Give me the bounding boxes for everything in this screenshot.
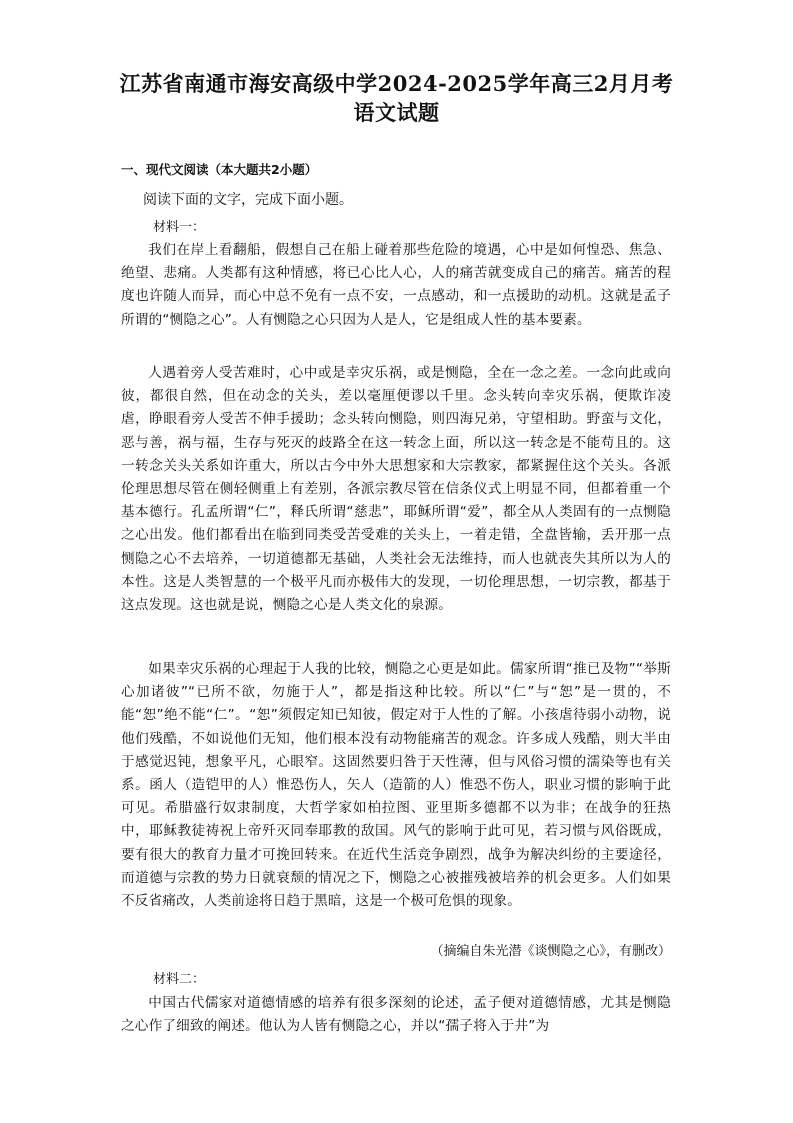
section-heading: 一、现代文阅读（本大题共2小题）	[121, 162, 318, 177]
reading-instruction: 阅读下面的文字，完成下面小题。	[143, 192, 353, 208]
material1-paragraph-3: 如果幸灾乐祸的心理起于人我的比较，恻隐之心更是如此。儒家所谓“推已及物”“举斯心加诸彼”“已所不欲，勿施于人”，都是指这种比较。所以“仁”与“恕”是一贯的，不能“恕”绝不能“仁”。“恕”须假定知已知彼，假定对于人性的了解。小孩虐待弱小动物，说他们残酷，不如说他们无知，他们根本没有动物能痛苦的观念。许多成人残酷，则大半由于感觉迟钝，想象平凡，心眼窄。这固然要归咎于天性薄，但与风俗习惯的濡染等也有关系。函人（造铠甲的人）惟恐伤人，矢人（造箭的人）惟恐不伤人，职业习惯的影响于此可见。希腊盛行奴隶制度，大哲学家如柏拉图、亚里斯多德都不以为非；在战争的狂热中，耶稣教徒祷祝上帝歼灭同奉耶教的敌国。风气的影响于此可见，若习惯与风俗既成，要有很大的教育力量才可挽回转来。在近代生活竞争剧烈，战争为解决纠纷的主要途径，而道德与宗教的势力日就衰颓的情况之下，恻隐之心被摧残被培养的机会更多。人们如果不反省痛改，人类前途将日趋于黑暗，这是一个极可危惧的现象。	[121, 661, 671, 910]
material2-paragraph-1: 中国古代儒家对道德情感的培养有很多深刻的论述，孟子便对道德情感，尤其是恻隐之心作了细致的阐述。他认为人皆有恻隐之心，并以“孺子将入于井”为	[121, 995, 671, 1035]
material2-label: 材料二：	[153, 972, 206, 987]
material1-label: 材料一：	[153, 220, 206, 235]
document-title: 江苏省南通市海安高级中学2024-2025学年高三2月月考	[119, 71, 674, 96]
document-subtitle: 语文试题	[353, 100, 440, 125]
material1-source: （摘编自朱光潜《谈恻隐之心》，有删改）	[430, 944, 671, 959]
material1-paragraph-2: 人遇着旁人受苦难时，心中或是幸灾乐祸，或是恻隐，全在一念之差。一念向此或向彼，都很自然，但在动念的关头，差以毫厘便谬以千里。念头转向幸灾乐祸，便欺诈凌虐，睁眼看旁人受苦不伸手援助；念头转向恻隐，则四海兄弟，守望相助。野蛮与文化，恶与善，祸与福，生存与死灭的歧路全在这一转念上面，所以这一转念是不能苟且的。这一转念关头关系如许重大，所以古今中外大思想家和大宗教家，都紧握住这个关头。各派伦理思想尽管在侧轻侧重上有差别，各派宗教尽管在信条仪式上明显不同，但都着重一个基本德行。孔孟所谓“仁”，释氏所谓“慈悲”，耶稣所谓“爱”，都全从人类固有的一点恻隐之心出发。他们都看出在临到同类受苦受难的关头上，一着走错，全盘皆输，丢开那一点恻隐之心不去培养，一切道德都无基础，人类社会无法维持，而人也就丧失其所以为人的本性。这是人类智慧的一个极平凡而亦极伟大的发现，一切伦理思想，一切宗教，都基于这点发现。这也就是说，恻隐之心是人类文化的泉源。	[121, 365, 671, 614]
material1-paragraph-1: 我们在岸上看翻船，假想自己在船上碰着那些危险的境遇，心中是如何惶恐、焦急、绝望、悲痛。人类都有这种情感，将已心比人心，人的痛苦就变成自己的痛苦。痛苦的程度也许随人而异，而心中总不免有一点不安，一点感动，和一点援助的动机。这就是孟子所谓的“恻隐之心”。人有恻隐之心只因为人是人，它是组成人性的基本要素。	[121, 242, 671, 328]
